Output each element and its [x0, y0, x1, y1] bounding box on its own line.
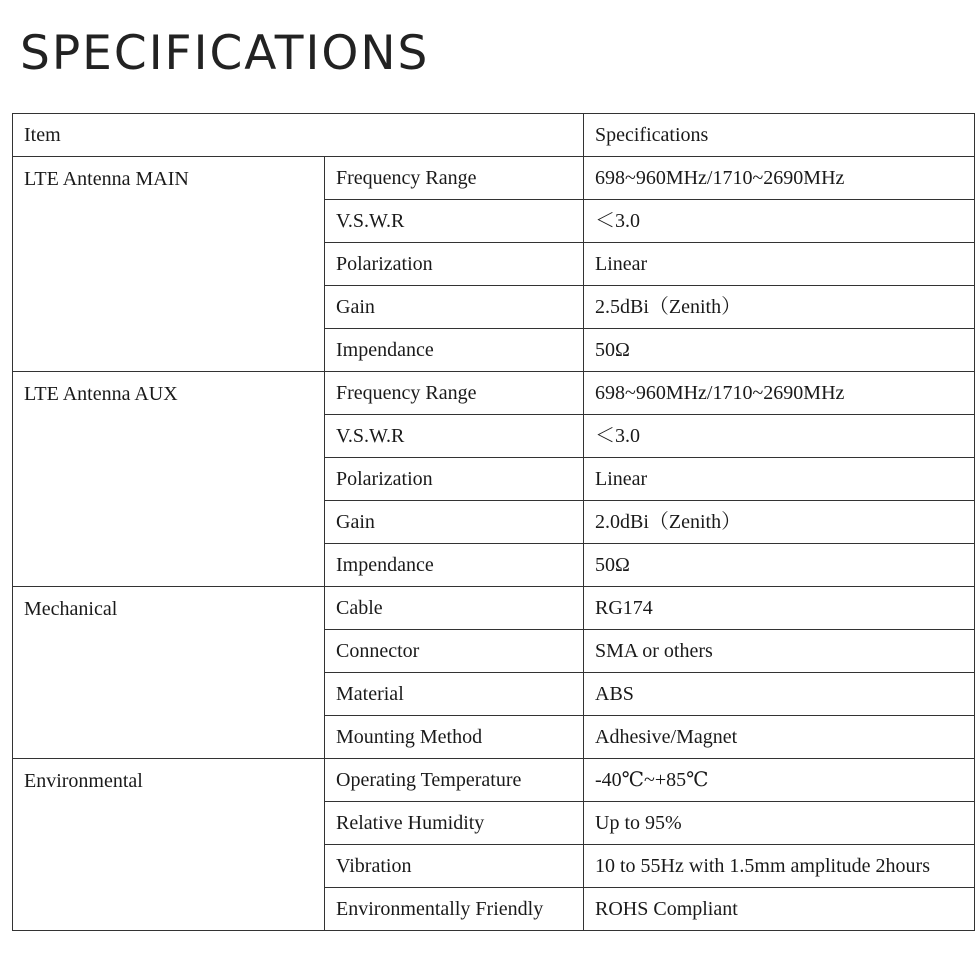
parameter-value: 2.5dBi（Zenith）: [584, 286, 975, 329]
parameter-name: Material: [325, 673, 584, 716]
parameter-value: Adhesive/Magnet: [584, 716, 975, 759]
parameter-value: 2.0dBi（Zenith）: [584, 501, 975, 544]
parameter-value: 698~960MHz/1710~2690MHz: [584, 372, 975, 415]
parameter-name: V.S.W.R: [325, 415, 584, 458]
parameter-value: Linear: [584, 243, 975, 286]
parameter-name: Gain: [325, 501, 584, 544]
parameter-value: RG174: [584, 587, 975, 630]
parameter-value: Linear: [584, 458, 975, 501]
parameter-value: 50Ω: [584, 329, 975, 372]
parameter-value: ＜3.0: [584, 200, 975, 243]
group-name: Environmental: [13, 759, 325, 931]
parameter-name: Cable: [325, 587, 584, 630]
parameter-name: Operating Temperature: [325, 759, 584, 802]
group-name: Mechanical: [13, 587, 325, 759]
parameter-value: ABS: [584, 673, 975, 716]
parameter-value: 10 to 55Hz with 1.5mm amplitude 2hours: [584, 845, 975, 888]
parameter-name: Relative Humidity: [325, 802, 584, 845]
parameter-name: Gain: [325, 286, 584, 329]
parameter-name: V.S.W.R: [325, 200, 584, 243]
header-item: Item: [13, 114, 584, 157]
parameter-value: ROHS Compliant: [584, 888, 975, 931]
parameter-value: -40℃~+85℃: [584, 759, 975, 802]
parameter-name: Polarization: [325, 243, 584, 286]
parameter-name: Impendance: [325, 544, 584, 587]
table-row: [13, 372, 975, 415]
parameter-value: 50Ω: [584, 544, 975, 587]
parameter-name: Frequency Range: [325, 157, 584, 200]
parameter-name: Impendance: [325, 329, 584, 372]
parameter-value: 698~960MHz/1710~2690MHz: [584, 157, 975, 200]
group-name: LTE Antenna AUX: [13, 372, 325, 587]
parameter-name: Frequency Range: [325, 372, 584, 415]
table-row: [13, 157, 975, 200]
parameter-name: Environmentally Friendly: [325, 888, 584, 931]
page-title: SPECIFICATIONS: [20, 26, 430, 81]
specifications-table: [12, 113, 975, 931]
parameter-value: Up to 95%: [584, 802, 975, 845]
table-header-row: [13, 114, 975, 157]
header-specifications: Specifications: [584, 114, 975, 157]
parameter-name: Connector: [325, 630, 584, 673]
group-name: LTE Antenna MAIN: [13, 157, 325, 372]
parameter-name: Vibration: [325, 845, 584, 888]
parameter-value: SMA or others: [584, 630, 975, 673]
parameter-name: Mounting Method: [325, 716, 584, 759]
table-row: [13, 587, 975, 630]
parameter-name: Polarization: [325, 458, 584, 501]
table-row: [13, 759, 975, 802]
parameter-value: ＜3.0: [584, 415, 975, 458]
